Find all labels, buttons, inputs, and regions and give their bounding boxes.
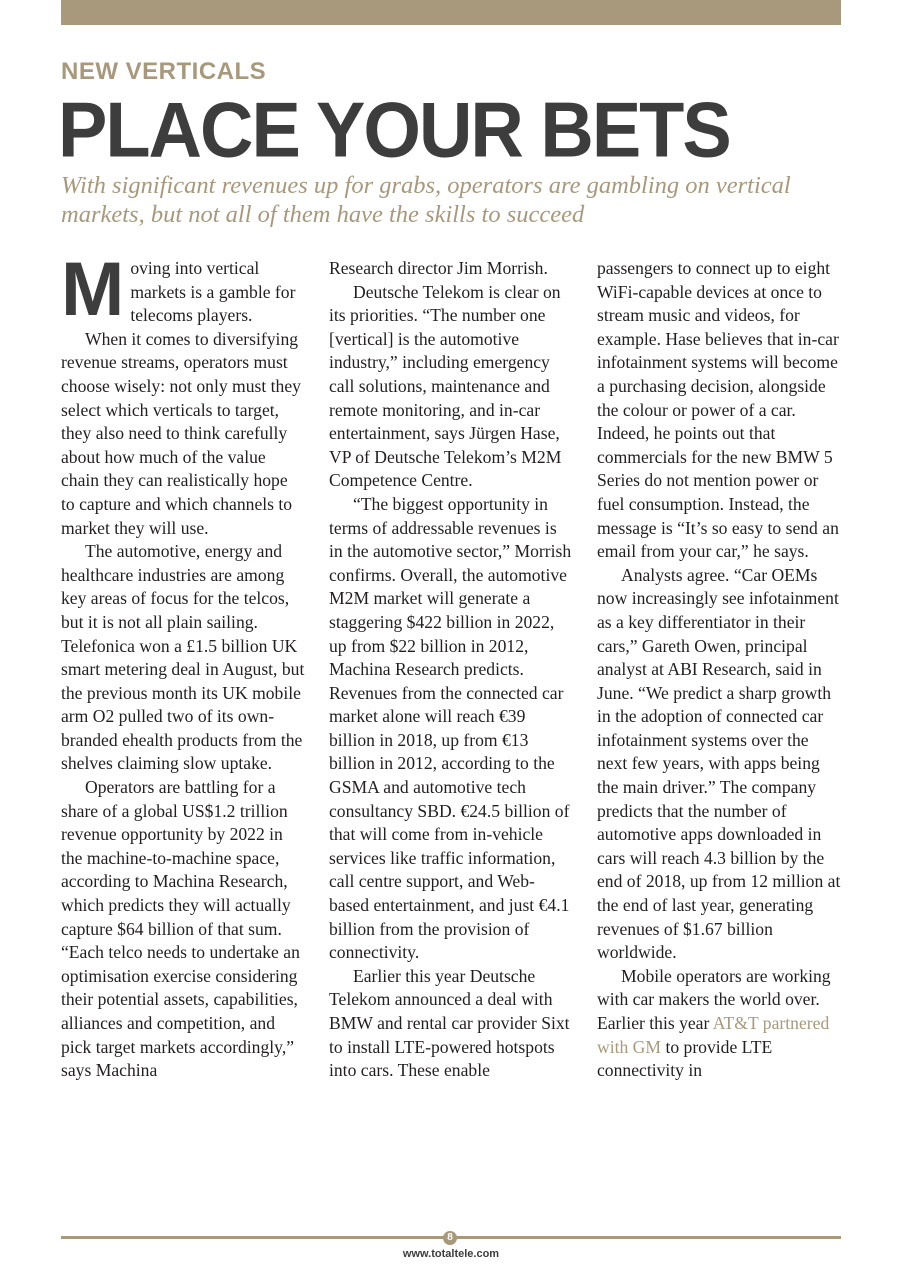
paragraph xyxy=(61,247,305,332)
paragraph: Analysts agree. “Car OEMs now increasingly see infotainment as a key differentiator in their cars,” Gareth Owen, principal analyst at ABI Research, said in June. “We predict a sharp growth in the adoption of connected car infotainment systems over the next few years, with apps being the main driver.” The company predicts that the number of automotive apps downloaded in cars will reach 4.3 billion by the end of 2018, up from 12 million at the end of last year, generating revenues of $1.67 billion worldwide. xyxy=(597,564,841,963)
paragraph: Operators are battling for a share of a global US$1.2 trillion revenue opportunity by 2022 in the machine-to-machine space, according to Machina Research, which predicts they will actually capture $64 billion of that sum. “Each telco needs to undertake an optimisation exercise considering their potential assets, capabilities, alliances and competition, and pick target markets accordingly,” says Machina xyxy=(61,777,300,1081)
drop-cap: M xyxy=(61,247,125,332)
article-column-3 xyxy=(597,257,841,1083)
paragraph: Research director Jim Morrish. xyxy=(329,258,548,278)
page-number: 8 xyxy=(443,1231,457,1245)
paragraph-text: oving into vertical markets is a gamble for telecoms players. xyxy=(130,258,296,326)
paragraph: Deutsche Telekom is clear on its priorities. “The number one [vertical] is the automotive industry,” including emergency call solutions, maintenance and remote monitoring, and in-car entertainment, says Jürgen Hase, VP of Deutsche Telekom’s M2M Competence Centre. xyxy=(329,281,562,491)
page-title: PLACE YOUR BETS xyxy=(58,85,730,174)
top-accent-bar xyxy=(61,0,841,25)
paragraph xyxy=(597,965,841,1083)
paragraph: Earlier this year Deutsche Telekom announced a deal with BMW and rental car provider Sixt to install LTE-powered hotspots into cars. These enable xyxy=(329,965,570,1081)
paragraph: “The biggest opportunity in terms of addressable revenues is in the automotive sector,” Morrish confirms. Overall, the automotive M2M market will generate a staggering $422 billion in 2022, up from $22 billion in 2012, Machina Research predicts. Revenues from the connected car market alone will reach €39 billion in 2018, up from €13 billion in 2012, according to the GSMA and automotive tech consultancy SBD. €24.5 billion of that will come from in-vehicle services like traffic information, call centre support, and Web-based entertainment, and just €4.1 billion from the provision of connectivity. xyxy=(329,493,572,963)
paragraph: passengers to connect up to eight WiFi-capable devices at once to stream music and videos, for example. Hase believes that in-car infotainment systems will become a purchasing decision, alongside the colour or power of a car. Indeed, he points out that commercials for the new BMW 5 Series do not mention power or fuel consumption. Instead, the message is “It’s so easy to send an email from your car,” he says. xyxy=(597,258,839,562)
footer-url[interactable]: www.totaltele.com xyxy=(402,1248,500,1260)
att-gm-link[interactable]: AT&T partnered with GM xyxy=(597,1013,830,1057)
section-label: NEW VERTICALS xyxy=(61,58,267,85)
article-column-1 xyxy=(61,247,305,1083)
paragraph-text: to provide LTE connectivity in xyxy=(597,1036,773,1081)
standfirst: With significant revenues up for grabs, operators are gambling on vertical markets, but not all of them have the skills to succeed xyxy=(61,172,791,228)
article-column-2 xyxy=(329,257,573,1083)
paragraph: When it comes to diversifying revenue streams, operators must choose wisely: not only must they select which verticals to target, they also need to think carefully about how much of the value chain they can realistically hope to capture and which channels to market they will use. xyxy=(61,328,301,538)
paragraph-text: Mobile operators are working with car makers the world over. Earlier this year xyxy=(597,965,831,1033)
paragraph: The automotive, energy and healthcare industries are among key areas of focus for the telcos, but it is not all plain sailing. Telefonica won a £1.5 billion UK smart metering deal in August, but the previous month its UK mobile arm O2 pulled two of its own-branded ehealth products from the shelves claiming slow uptake. xyxy=(61,541,305,774)
